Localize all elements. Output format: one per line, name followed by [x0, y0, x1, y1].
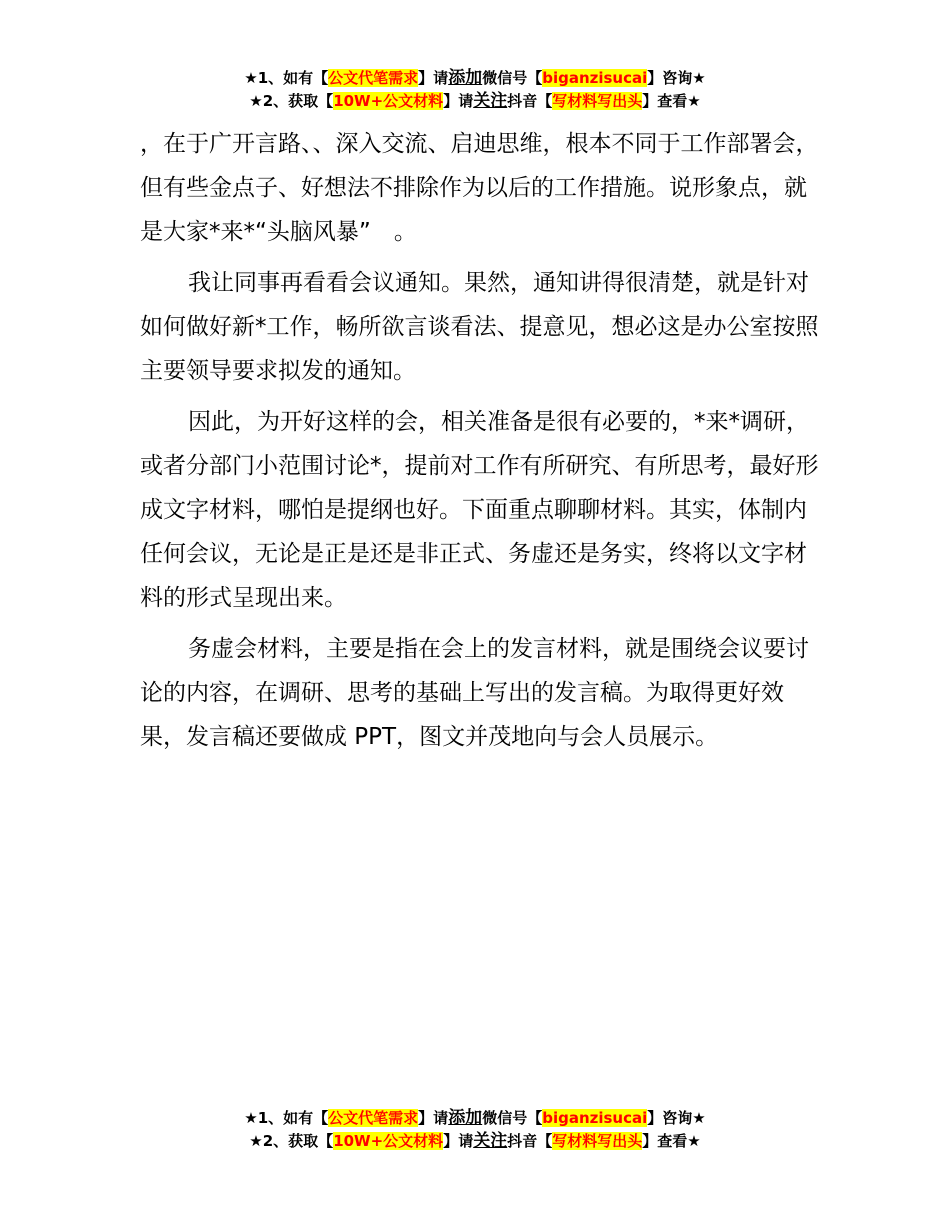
- banner-line-1: [0, 67, 950, 90]
- banner-line-2: [0, 90, 950, 113]
- banner-highlight: 10W+公文材料: [333, 92, 444, 110]
- banner-text: ★1、如有【: [244, 1109, 329, 1127]
- document-body: [140, 122, 820, 766]
- banner-text: 】请: [418, 1109, 449, 1127]
- banner-text: ★1、如有【: [244, 69, 329, 87]
- paragraph: 我让同事再看看会议通知。果然，通知讲得很清楚，就是针对如何做好新*工作，畅所欲言谈看法、提意见，想必这是办公室按照主要领导要求拟发的通知。: [140, 270, 819, 384]
- banner-highlight: biganzisucai: [542, 1109, 648, 1127]
- banner-underlined: 关注: [473, 91, 508, 111]
- banner-highlight: 写材料写出头: [552, 92, 643, 110]
- banner-text: 】请: [418, 69, 449, 87]
- banner-text: 抖音【: [507, 92, 553, 110]
- paragraph: 务虚会材料，主要是指在会上的发言材料，就是围绕会议要讨论的内容，在调研、思考的基础上写出的发言稿。为取得更好效果，发言稿还要做成 PPT，图文并茂地向与会人员展示。: [140, 636, 809, 750]
- banner-text: 】咨询★: [647, 1109, 706, 1127]
- paragraph: ，在于广开言路、、深入交流、启迪思维，根本不同于工作部署会，但有些金点子、好想法不排除作为以后的工作措施。说形象点，就是大家*来*“头脑风暴” 。: [140, 131, 819, 245]
- banner-text: ★2、获取【: [249, 92, 334, 110]
- banner-text: 微信号【: [482, 1109, 543, 1127]
- banner-highlight: biganzisucai: [542, 69, 648, 87]
- footer-banner: [0, 1107, 950, 1153]
- banner-highlight: 公文代笔需求: [328, 1109, 419, 1127]
- banner-underlined: 添加: [448, 1108, 483, 1128]
- banner-highlight: 写材料写出头: [552, 1132, 643, 1150]
- banner-text: 】请: [443, 92, 474, 110]
- banner-text: 】查看★: [642, 92, 701, 110]
- banner-text: 抖音【: [507, 1132, 553, 1150]
- banner-line-1: [0, 1107, 950, 1130]
- banner-text: 】请: [443, 1132, 474, 1150]
- header-banner: [0, 67, 950, 113]
- banner-line-2: [0, 1130, 950, 1153]
- banner-underlined: 添加: [448, 68, 483, 88]
- banner-highlight: 公文代笔需求: [328, 69, 419, 87]
- banner-text: 】查看★: [642, 1132, 701, 1150]
- banner-highlight: 10W+公文材料: [333, 1132, 444, 1150]
- banner-text: 微信号【: [482, 69, 543, 87]
- banner-text: 】咨询★: [647, 69, 706, 87]
- banner-underlined: 关注: [473, 1131, 508, 1151]
- paragraph: 因此，为开好这样的会，相关准备是很有必要的，*来*调研，或者分部门小范围讨论*，提前对工作有所研究、有所思考，最好形成文字材料，哪怕是提纲也好。下面重点聊聊材料。其实，体制内任何会议，无论是正是还是非正式、务虚还是务实，终将以文字材料的形式呈现出来。: [140, 409, 819, 611]
- banner-text: ★2、获取【: [249, 1132, 334, 1150]
